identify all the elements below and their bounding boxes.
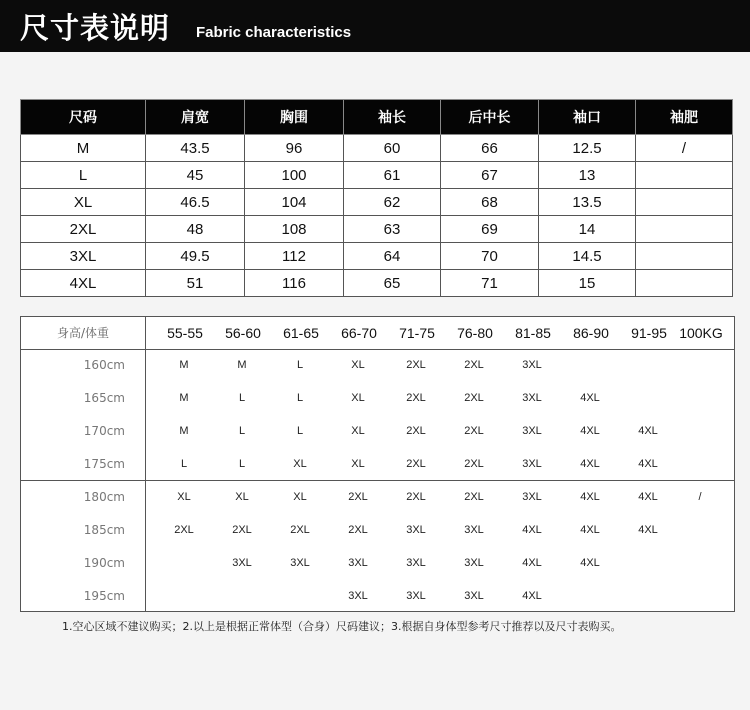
fit-table-cell: 3XL xyxy=(522,458,542,470)
fit-table-cell: 2XL xyxy=(464,491,484,503)
fit-table-cell: 3XL xyxy=(522,491,542,503)
size-table-cell: 66 xyxy=(441,135,539,162)
height-row-label: 195cm xyxy=(83,589,125,603)
weight-column-header: 71-75 xyxy=(399,325,435,341)
fit-table-cell: 3XL xyxy=(232,557,252,569)
size-table-cell: 68 xyxy=(441,189,539,216)
fit-table-divider-vertical xyxy=(145,317,146,611)
fit-table-cell: 3XL xyxy=(464,557,484,569)
size-table-cell: 67 xyxy=(441,162,539,189)
size-table-cell: 14 xyxy=(539,216,636,243)
size-table-header-cell: 后中长 xyxy=(441,100,539,135)
fit-table-cell: 3XL xyxy=(522,425,542,437)
fit-table-cell: L xyxy=(238,392,246,404)
fit-table-cell: L xyxy=(296,425,304,437)
size-table-cell: 14.5 xyxy=(539,243,636,270)
size-table-row xyxy=(21,189,733,216)
fit-table-cell: 3XL xyxy=(406,590,426,602)
size-table-cell xyxy=(636,216,733,243)
fit-table-cell: 4XL xyxy=(638,524,658,536)
fit-table-cell: 3XL xyxy=(290,557,310,569)
size-table-cell: 108 xyxy=(245,216,344,243)
size-table-cell: 12.5 xyxy=(539,135,636,162)
height-row-label: 190cm xyxy=(83,556,125,570)
fit-table-cell: 2XL xyxy=(406,425,426,437)
fit-table-cell: XL xyxy=(351,425,365,437)
fit-table-cell: 2XL xyxy=(406,392,426,404)
size-table-cell: 104 xyxy=(245,189,344,216)
size-table-header-cell: 袖肥 xyxy=(636,100,733,135)
weight-column-header: 100KG xyxy=(679,325,723,341)
size-table-cell: 49.5 xyxy=(146,243,245,270)
fit-table-corner-label: 身高/体重 xyxy=(56,326,110,340)
size-table-cell: 100 xyxy=(245,162,344,189)
fit-table xyxy=(20,316,735,612)
fit-table-cell: XL xyxy=(293,491,307,503)
size-table-cell xyxy=(636,243,733,270)
fit-table-cell: 2XL xyxy=(464,359,484,371)
fit-table-cell: 2XL xyxy=(232,524,252,536)
size-table-cell: 71 xyxy=(441,270,539,297)
weight-column-header: 81-85 xyxy=(515,325,551,341)
size-table-cell: 2XL xyxy=(21,216,146,243)
size-table-row xyxy=(21,216,733,243)
fit-table-cell: 2XL xyxy=(464,425,484,437)
fit-table-cell: 4XL xyxy=(638,425,658,437)
size-table-cell xyxy=(636,270,733,297)
weight-column-header: 91-95 xyxy=(631,325,667,341)
size-table-header-cell: 肩宽 xyxy=(146,100,245,135)
size-table-cell: 48 xyxy=(146,216,245,243)
size-table-cell: 3XL xyxy=(21,243,146,270)
size-table-cell: 63 xyxy=(344,216,441,243)
size-table-cell: 62 xyxy=(344,189,441,216)
size-table-cell: 69 xyxy=(441,216,539,243)
fit-table-cell: XL xyxy=(235,491,249,503)
size-table-cell: 65 xyxy=(344,270,441,297)
fit-table-cell: M xyxy=(237,359,247,371)
size-table-cell: 4XL xyxy=(21,270,146,297)
footnote: 1.空心区域不建议购买；2.以上是根据正常体型（合身）尺码建议；3.根据自身体型参考尺寸推荐以及尺寸表购买。 xyxy=(62,620,622,633)
size-table-cell: L xyxy=(21,162,146,189)
size-table-cell: 64 xyxy=(344,243,441,270)
fit-table-cell: 4XL xyxy=(580,425,600,437)
height-row-label: 160cm xyxy=(83,358,125,372)
fit-table-cell: 4XL xyxy=(522,590,542,602)
fit-table-cell: 2XL xyxy=(464,458,484,470)
fit-table-cell: L xyxy=(238,458,246,470)
page-title: 尺寸表说明 xyxy=(20,11,171,45)
weight-column-header: 86-90 xyxy=(573,325,609,341)
fit-table-cell: M xyxy=(179,359,189,371)
fit-table-cell: 4XL xyxy=(580,557,600,569)
fit-table-cell: M xyxy=(179,392,189,404)
weight-column-header: 56-60 xyxy=(225,325,261,341)
size-table-row xyxy=(21,162,733,189)
fit-table-cell: L xyxy=(296,359,304,371)
fit-table-cell: 2XL xyxy=(406,458,426,470)
fit-table-cell: / xyxy=(698,491,702,503)
weight-column-header: 76-80 xyxy=(457,325,493,341)
size-table-header-row xyxy=(21,100,733,135)
fit-table-cell: 2XL xyxy=(290,524,310,536)
size-table-cell: 43.5 xyxy=(146,135,245,162)
size-table-cell: 13 xyxy=(539,162,636,189)
fit-table-cell: XL xyxy=(351,392,365,404)
fit-table-cell: 2XL xyxy=(174,524,194,536)
fit-table-cell: XL xyxy=(293,458,307,470)
size-table-cell: 15 xyxy=(539,270,636,297)
size-table-cell: 116 xyxy=(245,270,344,297)
size-table-cell: XL xyxy=(21,189,146,216)
fit-table-cell: 3XL xyxy=(522,359,542,371)
size-table-cell: 60 xyxy=(344,135,441,162)
weight-column-header: 61-65 xyxy=(283,325,319,341)
fit-table-cell: 4XL xyxy=(638,491,658,503)
fit-table-cell: XL xyxy=(351,359,365,371)
size-table-cell: 70 xyxy=(441,243,539,270)
fit-table-cell: 3XL xyxy=(464,590,484,602)
fit-table-cell: 2XL xyxy=(348,524,368,536)
fit-table-cell: L xyxy=(296,392,304,404)
size-table-header-cell: 袖长 xyxy=(344,100,441,135)
page-subtitle: Fabric characteristics xyxy=(196,24,352,41)
size-table-cell xyxy=(636,162,733,189)
height-row-label: 175cm xyxy=(83,457,125,471)
size-table-row xyxy=(21,243,733,270)
size-table-cell: / xyxy=(636,135,733,162)
fit-table-cell: 4XL xyxy=(522,557,542,569)
fit-table-cell: 3XL xyxy=(406,557,426,569)
fit-table-cell: 4XL xyxy=(580,458,600,470)
size-table-cell: 13.5 xyxy=(539,189,636,216)
size-table-cell: M xyxy=(21,135,146,162)
fit-table-cell: L xyxy=(180,458,188,470)
weight-column-header: 66-70 xyxy=(341,325,377,341)
fit-table-cell: 4XL xyxy=(580,392,600,404)
fit-table-divider-horizontal xyxy=(21,480,734,481)
size-table-row xyxy=(21,270,733,297)
height-row-label: 170cm xyxy=(83,424,125,438)
fit-table-cell: 4XL xyxy=(580,524,600,536)
size-table-cell: 46.5 xyxy=(146,189,245,216)
fit-table-cell: XL xyxy=(351,458,365,470)
fit-table-cell: 2XL xyxy=(406,491,426,503)
size-table-header-cell: 尺码 xyxy=(21,100,146,135)
size-table-cell: 45 xyxy=(146,162,245,189)
size-table-header-cell: 袖口 xyxy=(539,100,636,135)
fit-table-cell: 3XL xyxy=(348,557,368,569)
fit-table-cell: 4XL xyxy=(638,458,658,470)
size-table-header-cell: 胸围 xyxy=(245,100,344,135)
height-row-label: 165cm xyxy=(83,391,125,405)
weight-column-header: 55-55 xyxy=(167,325,203,341)
header-bar xyxy=(0,0,750,52)
height-row-label: 185cm xyxy=(83,523,125,537)
fit-table-cell: 2XL xyxy=(348,491,368,503)
fit-table-cell: 3XL xyxy=(348,590,368,602)
fit-table-cell: M xyxy=(179,425,189,437)
size-table-cell: 96 xyxy=(245,135,344,162)
size-table-cell: 61 xyxy=(344,162,441,189)
height-row-label: 180cm xyxy=(83,490,125,504)
size-table-cell xyxy=(636,189,733,216)
size-table-cell: 51 xyxy=(146,270,245,297)
fit-table-cell: 3XL xyxy=(522,392,542,404)
fit-table-cell: 2XL xyxy=(406,359,426,371)
size-table-cell: 112 xyxy=(245,243,344,270)
size-table-row xyxy=(21,135,733,162)
fit-table-cell: 2XL xyxy=(464,392,484,404)
fit-table-cell: 4XL xyxy=(580,491,600,503)
fit-table-cell: L xyxy=(238,425,246,437)
fit-table-cell: 3XL xyxy=(406,524,426,536)
fit-table-cell: XL xyxy=(177,491,191,503)
fit-table-cell: 3XL xyxy=(464,524,484,536)
fit-table-cell: 4XL xyxy=(522,524,542,536)
size-table xyxy=(20,99,733,297)
